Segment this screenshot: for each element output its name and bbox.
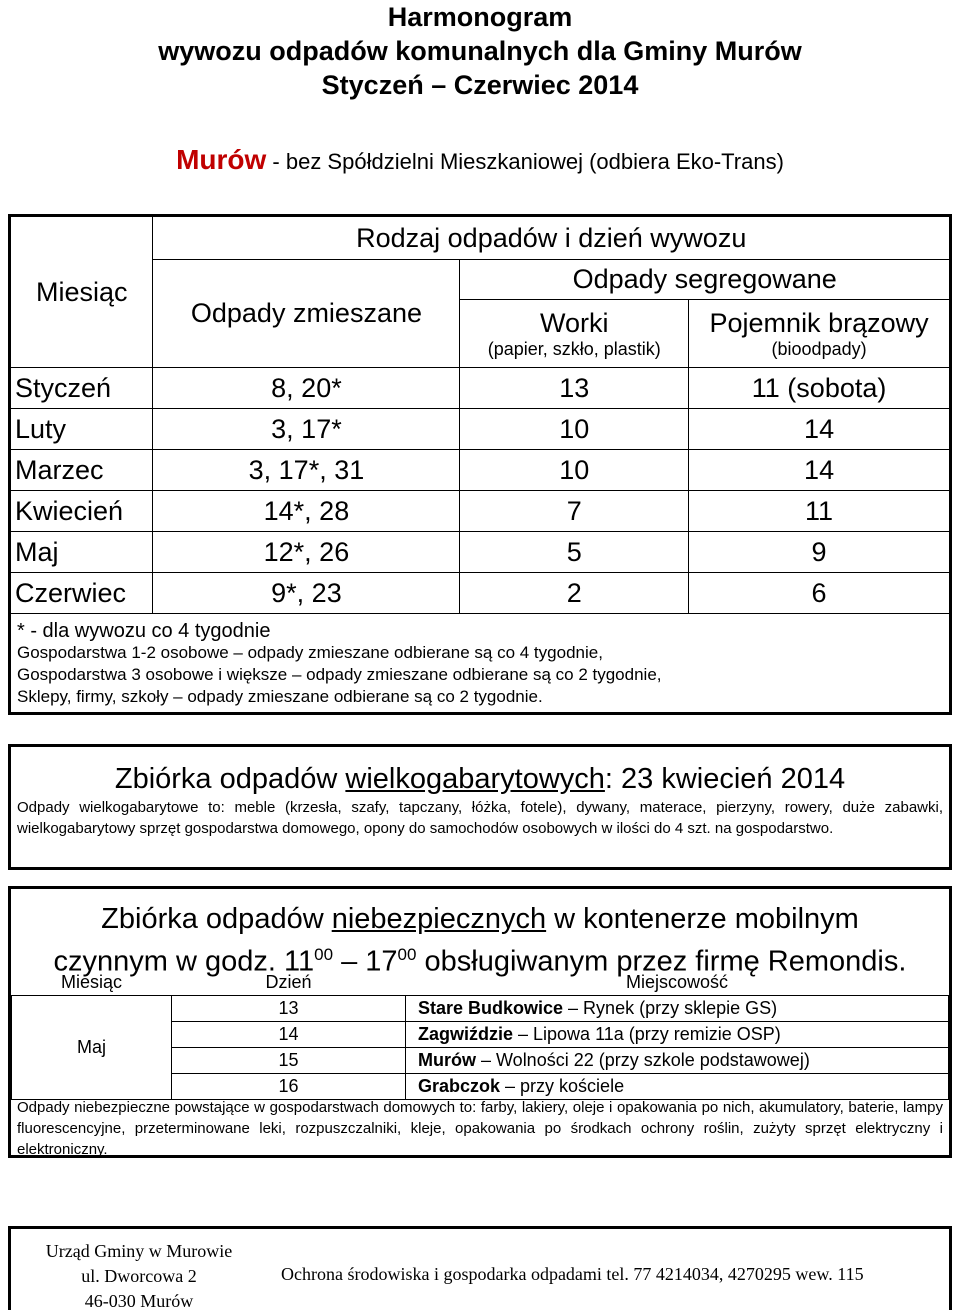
haz-col-place: Miejscowość bbox=[625, 972, 729, 992]
row-month: Styczeń bbox=[10, 368, 153, 409]
haz-place: Stare Budkowice bbox=[418, 998, 564, 1018]
row-bio: 6 bbox=[689, 573, 951, 614]
haz-col-day: Dzień bbox=[265, 972, 312, 992]
col-group-header: Rodzaj odpadów i dzień wywozu bbox=[153, 216, 951, 260]
schedule-notes bbox=[10, 614, 951, 714]
haz-day: 16 bbox=[172, 1074, 406, 1100]
title-line1: Harmonogram bbox=[387, 2, 573, 32]
col-bags-label: Worki bbox=[540, 308, 609, 338]
title-line3: Styczeń – Czerwiec 2014 bbox=[321, 70, 639, 100]
row-month: Kwiecień bbox=[10, 491, 153, 532]
haz-hours-sup2: 00 bbox=[397, 945, 417, 964]
row-mixed: 14*, 28 bbox=[153, 491, 460, 532]
footer-postcode: 46-030 Murów bbox=[84, 1291, 194, 1311]
col-mixed-header: Odpady zmieszane bbox=[153, 260, 460, 368]
haz-detail: – Wolności 22 (przy szkole podstawowej) bbox=[476, 1050, 810, 1070]
row-bio: 11 bbox=[689, 491, 951, 532]
subtitle-rest: - bez Spółdzielni Mieszkaniowej (odbiera Eko-Trans) bbox=[266, 149, 784, 174]
footer-office: Urząd Gminy w Murowie bbox=[45, 1241, 233, 1261]
haz-day: 14 bbox=[172, 1022, 406, 1048]
row-bags: 13 bbox=[460, 368, 689, 409]
row-mixed: 9*, 23 bbox=[153, 573, 460, 614]
bulky-heading-pre: Zbiórka odpadów bbox=[114, 763, 346, 795]
haz-col-month: Miesiąc bbox=[60, 972, 122, 992]
note-line-1: Gospodarstwa 1-2 osobowe – odpady zmieszane odbierane są co 4 tygodnie, bbox=[17, 643, 603, 662]
note-line-2: Gospodarstwa 3 osobowe i większe – odpady zmieszane odbierane są co 2 tygodnie, bbox=[17, 665, 662, 684]
col-seg-header: Odpady segregowane bbox=[460, 260, 951, 300]
haz-day: 15 bbox=[172, 1048, 406, 1074]
footer-contact: Ochrona środowiska i gospodarka odpadami tel. 77 4214034, 4270295 wew. 115 bbox=[281, 1264, 864, 1284]
row-month: Maj bbox=[10, 532, 153, 573]
haz-heading-post: w kontenerze mobilnym bbox=[546, 903, 859, 935]
row-bags: 10 bbox=[460, 409, 689, 450]
col-bio-header bbox=[689, 300, 951, 368]
haz-place: Zagwiździe bbox=[418, 1024, 514, 1044]
note-line-3: Sklepy, firmy, szkoły – odpady zmieszane odbierane są co 2 tygodnie. bbox=[17, 687, 543, 706]
row-mixed: 3, 17*, 31 bbox=[153, 450, 460, 491]
haz-month: Maj bbox=[12, 996, 172, 1100]
haz-detail: – Rynek (przy sklepie GS) bbox=[563, 998, 778, 1018]
haz-place: Grabczok bbox=[418, 1076, 501, 1096]
subtitle-municipality: Murów bbox=[176, 144, 267, 175]
bulky-description: Odpady wielkogabarytowe to: meble (krzesła, szafy, tapczany, łóżka, fotele), dywany, materace, pierzyny, rowery, duże zabawki, wielkogabarytowy sprzęt gospodarstwa domowego, opony do samochodów osobowych w ilości do 4 szt. na gospodarstwo. bbox=[17, 799, 943, 837]
table-row bbox=[10, 450, 951, 491]
hazardous-description: Odpady niebezpieczne powstające w gospodarstwach domowych to: farby, lakiery, oleje i opakowania po nich, akumulatory, baterie, lampy fluorescencyjne, przeterminowane leki, rozpuszczalniki, kleje, opakowania po środkach ochrony roślin, zużyty sprzęt elektryczny i elektroniczny. bbox=[17, 1099, 943, 1158]
haz-detail: – Lipowa 11a (przy remizie OSP) bbox=[513, 1024, 781, 1044]
haz-heading-underlined: niebezpiecznych bbox=[331, 903, 547, 935]
haz-day: 13 bbox=[172, 996, 406, 1022]
note-star: * - dla wywozu co 4 tygodnie bbox=[17, 620, 271, 642]
row-month: Czerwiec bbox=[10, 573, 153, 614]
col-bio-sub: (bioodpady) bbox=[771, 339, 867, 359]
haz-place: Murów bbox=[418, 1050, 476, 1070]
row-month: Luty bbox=[10, 409, 153, 450]
haz-location bbox=[406, 1022, 949, 1048]
row-mixed: 8, 20* bbox=[153, 368, 460, 409]
haz-hours-sup1: 00 bbox=[314, 945, 334, 964]
hazardous-heading bbox=[11, 901, 949, 980]
subtitle bbox=[0, 144, 960, 176]
haz-location bbox=[406, 1048, 949, 1074]
table-row bbox=[10, 532, 951, 573]
row-bio: 11 (sobota) bbox=[689, 368, 951, 409]
table-row bbox=[10, 573, 951, 614]
hazardous-table bbox=[11, 970, 949, 1100]
haz-detail: – przy kościele bbox=[500, 1076, 625, 1096]
row-bio: 14 bbox=[689, 450, 951, 491]
haz-hours-mid: – 17 bbox=[333, 945, 398, 978]
row-bags: 7 bbox=[460, 491, 689, 532]
hazardous-waste-box bbox=[8, 886, 952, 1158]
row-mixed: 12*, 26 bbox=[153, 532, 460, 573]
bulky-heading bbox=[11, 761, 949, 797]
haz-hours-pre: czynnym w godz. 11 bbox=[53, 945, 315, 978]
footer bbox=[8, 1226, 952, 1310]
table-row bbox=[10, 491, 951, 532]
col-bio-label: Pojemnik brązowy bbox=[709, 308, 929, 338]
footer-address bbox=[19, 1239, 259, 1314]
row-bio: 9 bbox=[689, 532, 951, 573]
haz-location bbox=[406, 1074, 949, 1100]
table-row bbox=[10, 409, 951, 450]
row-bio: 14 bbox=[689, 409, 951, 450]
table-row bbox=[12, 996, 949, 1022]
row-month: Marzec bbox=[10, 450, 153, 491]
title-line2: wywozu odpadów komunalnych dla Gminy Murów bbox=[158, 36, 802, 66]
col-bags-header bbox=[460, 300, 689, 368]
col-month-header: Miesiąc bbox=[10, 216, 153, 368]
haz-hours-post: obsługiwanym przez firmę Remondis. bbox=[416, 945, 907, 978]
row-bags: 10 bbox=[460, 450, 689, 491]
row-bags: 2 bbox=[460, 573, 689, 614]
haz-location bbox=[406, 996, 949, 1022]
schedule-table bbox=[8, 214, 952, 715]
bulky-heading-underlined: wielkogabarytowych bbox=[345, 763, 605, 795]
footer-street: ul. Dworcowa 2 bbox=[81, 1266, 197, 1286]
row-bags: 5 bbox=[460, 532, 689, 573]
bulky-heading-post: : 23 kwiecień 2014 bbox=[604, 763, 846, 795]
row-mixed: 3, 17* bbox=[153, 409, 460, 450]
table-row bbox=[10, 368, 951, 409]
haz-heading-pre: Zbiórka odpadów bbox=[101, 903, 332, 935]
bulky-waste-box bbox=[8, 744, 952, 870]
col-bags-sub: (papier, szkło, plastik) bbox=[487, 339, 661, 359]
